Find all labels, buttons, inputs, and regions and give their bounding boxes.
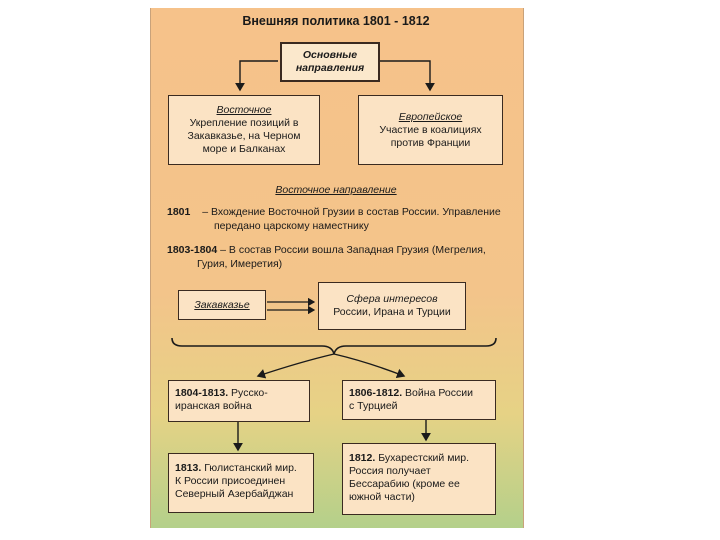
iran-war-line2: иранская война [175, 400, 252, 412]
iran-war-line1 [175, 387, 268, 400]
iran-war-line1-rest: Русско- [228, 387, 268, 399]
bucharest-line1 [349, 452, 469, 465]
event-1801-dash: – [202, 206, 209, 218]
east-box-line3: море и Балканах [202, 143, 286, 155]
arrow-to-east [240, 61, 278, 90]
main-box-line2: направления [295, 62, 365, 74]
turkey-war-years: 1806-1812. [349, 387, 403, 399]
east-direction-heading: Восточное направление [275, 184, 397, 196]
gulistan-years: 1813. [175, 462, 202, 474]
event-1803-text1: В состав России вошла Западная Грузия (Мегрелия, [228, 244, 486, 256]
gulistan-line1 [175, 462, 297, 475]
transcaucasia-label: Закавказье [194, 298, 250, 311]
bucharest-line2: Россия получает [349, 465, 431, 477]
brace [172, 338, 496, 354]
russo-turkish-war-box [342, 380, 496, 420]
event-1801-line1 [167, 206, 517, 219]
east-box-heading: Восточное [216, 104, 272, 116]
europe-box-line1: Участие в коалициях [379, 123, 482, 136]
sphere-line1: Сфера интересов [346, 293, 438, 305]
transcaucasia-box [178, 290, 266, 320]
east-box-line2: Закавказье, на Черном [187, 130, 301, 142]
gulistan-line3: Северный Азербайджан [175, 488, 294, 500]
event-1803-dash: – [220, 244, 226, 256]
event-1803-line1 [167, 244, 517, 257]
sphere-of-interests-box [318, 282, 466, 330]
arrow-to-turkey-war [334, 354, 404, 376]
main-directions-box [280, 42, 380, 82]
europe-box-line2: против Франции [390, 136, 471, 149]
europe-direction-box [358, 95, 503, 165]
event-1801-year: 1801 [167, 206, 191, 218]
arrow-to-europe [380, 61, 430, 90]
east-direction-box [168, 95, 320, 165]
gulistan-peace-box [168, 453, 314, 513]
sphere-line2: России, Ирана и Турции [333, 306, 451, 318]
bucharest-line1-rest: Бухарестский мир. [375, 452, 470, 464]
main-box-line1: Основные [302, 49, 358, 61]
event-1803-line2: Гурия, Имеретия) [197, 258, 283, 270]
turkey-war-line1 [349, 387, 473, 400]
turkey-war-line1-rest: Война России [402, 387, 473, 399]
iran-war-years: 1804-1813. [175, 387, 229, 399]
russo-iranian-war-box [168, 380, 310, 422]
event-1801-line2: передано царскому наместнику [214, 220, 369, 232]
bucharest-line3: Бессарабию (кроме ее [349, 478, 460, 490]
east-box-line1: Укрепление позиций в [189, 117, 299, 129]
europe-box-heading: Европейское [398, 110, 463, 123]
gulistan-line2: К России присоединен [175, 475, 286, 487]
event-1801-text1: Вхождение Восточной Грузии в состав России. Управление [210, 206, 501, 218]
turkey-war-line2: с Турцией [349, 400, 398, 412]
diagram-title: Внешняя политика 1801 - 1812 [242, 14, 430, 28]
gulistan-line1-rest: Гюлистанский мир. [201, 462, 297, 474]
event-1803-year: 1803-1804 [167, 244, 218, 256]
bucharest-line4: южной части) [349, 491, 415, 503]
bucharest-years: 1812. [349, 452, 376, 464]
bucharest-peace-box [342, 443, 496, 515]
arrow-to-iran-war [258, 354, 334, 376]
